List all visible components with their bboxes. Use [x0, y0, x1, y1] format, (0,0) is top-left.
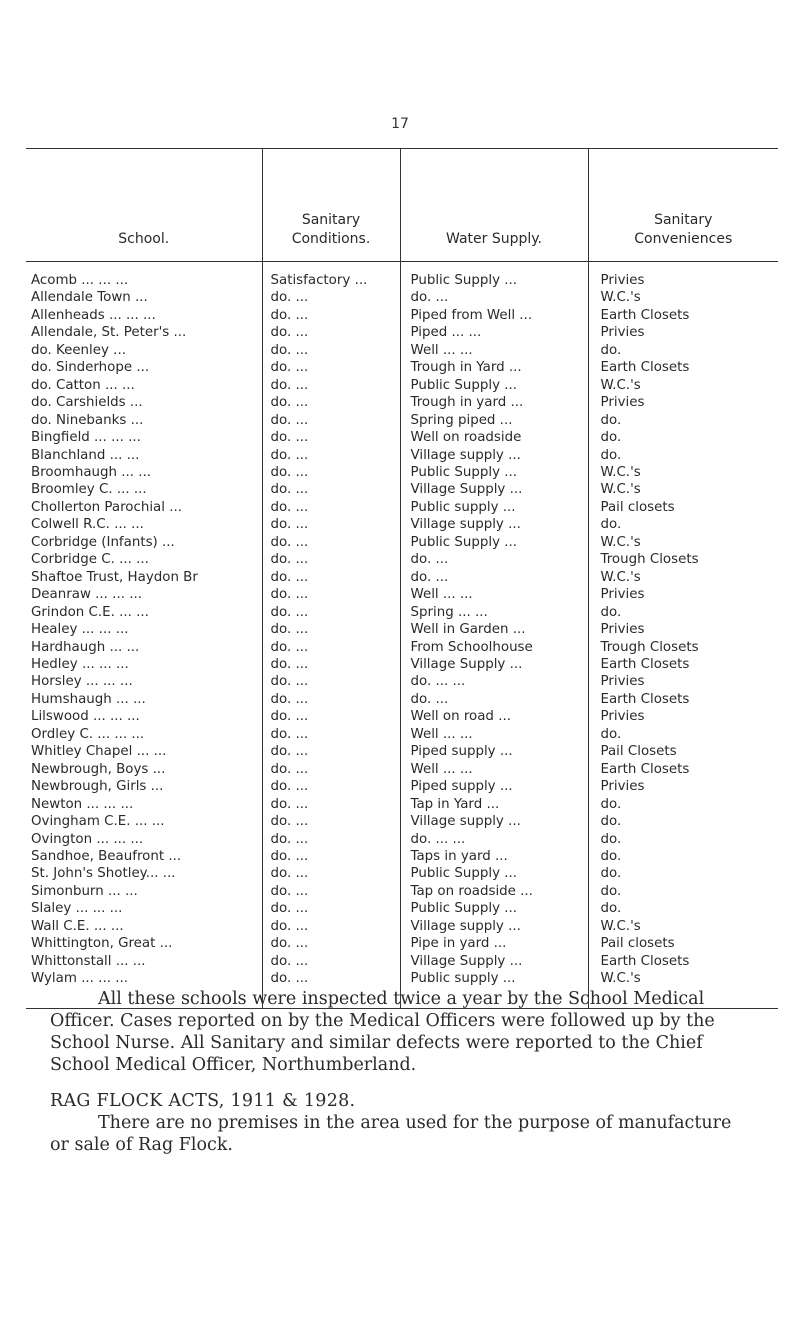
table-row — [26, 761, 778, 778]
school-name-cell: Humshaugh ... ... — [31, 691, 146, 707]
sanitary-conditions-cell: do. ... — [262, 778, 400, 795]
school-name-cell: Whittington, Great ... — [31, 936, 173, 952]
water-supply-cell: Piped supply ... — [400, 778, 588, 795]
sanitary-conveniences-cell: do. — [588, 516, 778, 533]
table-row — [26, 534, 778, 551]
sanitary-conveniences-cell: Privies — [588, 778, 778, 795]
water-supply-cell: Well in Garden ... — [400, 621, 588, 638]
table-row — [26, 604, 778, 621]
water-supply-cell: do. ... — [400, 289, 588, 306]
sanitary-conditions-cell: do. ... — [262, 691, 400, 708]
school-name-cell: Corbridge (Infants) ... — [31, 534, 175, 550]
sanitary-conditions-cell: do. ... — [262, 307, 400, 324]
school-name-cell: Ovington ... ... ... — [31, 831, 144, 847]
table-row — [26, 324, 778, 341]
school-name-cell: Bingfield ... ... ... — [31, 430, 141, 446]
table-row — [26, 673, 778, 690]
table-row — [26, 551, 778, 568]
table-row — [26, 516, 778, 533]
sanitary-conditions-cell: do. ... — [262, 447, 400, 464]
header-school: School. — [26, 149, 262, 262]
sanitary-conveniences-cell: do. — [588, 813, 778, 830]
sanitary-conditions-cell: do. ... — [262, 621, 400, 638]
sanitary-conditions-cell: do. ... — [262, 953, 400, 970]
water-supply-cell: Public Supply ... — [400, 900, 588, 917]
school-name-cell: Hardhaugh ... ... — [31, 639, 140, 655]
sanitary-conveniences-cell: Privies — [588, 262, 778, 290]
water-supply-cell: do. ... ... — [400, 673, 588, 690]
sanitary-conveniences-cell: do. — [588, 412, 778, 429]
water-supply-cell: Well on road ... — [400, 708, 588, 725]
water-supply-cell: From Schoolhouse — [400, 639, 588, 656]
page-number: 17 — [391, 116, 409, 132]
school-name-cell: do. Catton ... ... — [31, 377, 135, 393]
table-row — [26, 726, 778, 743]
school-name-cell: Whittonstall ... ... — [31, 953, 146, 969]
school-name-cell: Wylam ... ... ... — [31, 971, 128, 987]
table-row — [26, 289, 778, 306]
sanitary-conditions-cell: do. ... — [262, 900, 400, 917]
school-name-cell: Broomhaugh ... ... — [31, 464, 152, 480]
header-sanitary-conveniences: Sanitary Conveniences — [588, 149, 778, 262]
water-supply-cell: Piped ... ... — [400, 324, 588, 341]
water-supply-cell: Village supply ... — [400, 516, 588, 533]
water-supply-cell: Piped supply ... — [400, 743, 588, 760]
school-name-cell: Hedley ... ... ... — [31, 656, 129, 672]
sanitary-conveniences-cell: Earth Closets — [588, 359, 778, 376]
water-supply-cell: Well on roadside — [400, 429, 588, 446]
water-supply-cell: Tap on roadside ... — [400, 883, 588, 900]
sanitary-conveniences-cell: W.C.'s — [588, 481, 778, 498]
sanitary-conditions-cell: do. ... — [262, 394, 400, 411]
sanitary-conditions-table — [26, 148, 778, 1009]
school-name-cell: do. Carshields ... — [31, 395, 143, 411]
sanitary-conditions-cell: do. ... — [262, 464, 400, 481]
sanitary-conditions-cell: do. ... — [262, 604, 400, 621]
table-row — [26, 848, 778, 865]
sanitary-conditions-cell: do. ... — [262, 935, 400, 952]
school-name-cell: Grindon C.E. ... ... — [31, 604, 149, 620]
sanitary-conditions-cell: do. ... — [262, 831, 400, 848]
school-name-cell: Allendale Town ... — [31, 290, 148, 306]
school-name-cell: Newton ... ... ... — [31, 796, 134, 812]
water-supply-cell: do. ... ... — [400, 831, 588, 848]
sanitary-conveniences-cell: Trough Closets — [588, 551, 778, 568]
sanitary-conditions-cell: do. ... — [262, 534, 400, 551]
school-name-cell: Shaftoe Trust, Haydon Br — [31, 569, 198, 585]
sanitary-conveniences-cell: Privies — [588, 324, 778, 341]
school-name-cell: Slaley ... ... ... — [31, 901, 123, 917]
water-supply-cell: Trough in Yard ... — [400, 359, 588, 376]
school-name-cell: Healey ... ... ... — [31, 622, 129, 638]
sanitary-conveniences-cell: Pail Closets — [588, 743, 778, 760]
school-name-cell: Horsley ... ... ... — [31, 674, 133, 690]
sanitary-conditions-cell: do. ... — [262, 673, 400, 690]
sanitary-conveniences-cell: W.C.'s — [588, 289, 778, 306]
water-supply-cell: Pipe in yard ... — [400, 935, 588, 952]
sanitary-conveniences-cell: Earth Closets — [588, 656, 778, 673]
sanitary-conveniences-cell: Pail closets — [588, 499, 778, 516]
sanitary-conveniences-cell: do. — [588, 848, 778, 865]
school-name-cell: do. Sinderhope ... — [31, 360, 150, 376]
water-supply-cell: Public supply ... — [400, 499, 588, 516]
table-row — [26, 377, 778, 394]
sanitary-conditions-cell: do. ... — [262, 865, 400, 882]
school-name-cell: Colwell R.C. ... ... — [31, 517, 144, 533]
water-supply-cell: Taps in yard ... — [400, 848, 588, 865]
water-supply-cell: Public Supply ... — [400, 534, 588, 551]
water-supply-cell: Public Supply ... — [400, 865, 588, 882]
water-supply-cell: Public supply ... — [400, 970, 588, 1008]
sanitary-conditions-cell: do. ... — [262, 551, 400, 568]
sanitary-conveniences-cell: do. — [588, 865, 778, 882]
sanitary-conveniences-cell: Trough Closets — [588, 639, 778, 656]
sanitary-conditions-cell: do. ... — [262, 761, 400, 778]
water-supply-cell: do. ... — [400, 551, 588, 568]
table-row — [26, 429, 778, 446]
sanitary-conditions-cell: do. ... — [262, 970, 400, 1008]
sanitary-conveniences-cell: Earth Closets — [588, 953, 778, 970]
sanitary-conditions-cell: do. ... — [262, 499, 400, 516]
footer-text — [50, 988, 750, 1156]
sanitary-conditions-cell: do. ... — [262, 708, 400, 725]
table-row — [26, 639, 778, 656]
sanitary-conditions-cell: do. ... — [262, 848, 400, 865]
water-supply-cell: Trough in yard ... — [400, 394, 588, 411]
sanitary-conveniences-cell: do. — [588, 342, 778, 359]
table-row — [26, 569, 778, 586]
sanitary-conveniences-cell: W.C.'s — [588, 569, 778, 586]
table-row — [26, 412, 778, 429]
sanitary-conveniences-cell: Earth Closets — [588, 307, 778, 324]
school-name-cell: Chollerton Parochial ... — [31, 499, 183, 515]
sanitary-conditions-cell: do. ... — [262, 289, 400, 306]
table-row — [26, 307, 778, 324]
water-supply-cell: Well ... ... — [400, 761, 588, 778]
sanitary-conveniences-cell: Pail closets — [588, 935, 778, 952]
sanitary-conditions-cell: do. ... — [262, 359, 400, 376]
sanitary-conveniences-cell: Earth Closets — [588, 761, 778, 778]
water-supply-cell: Village supply ... — [400, 813, 588, 830]
water-supply-cell: Well ... ... — [400, 726, 588, 743]
sanitary-conditions-cell: do. ... — [262, 883, 400, 900]
table-body — [26, 262, 778, 1009]
table-row — [26, 883, 778, 900]
school-name-cell: do. Ninebanks ... — [31, 412, 144, 428]
sanitary-conveniences-cell: do. — [588, 883, 778, 900]
table-header-row — [26, 149, 778, 262]
school-name-cell: Wall C.E. ... ... — [31, 918, 124, 934]
sanitary-conveniences-cell: W.C.'s — [588, 377, 778, 394]
water-supply-cell: Public Supply ... — [400, 377, 588, 394]
sanitary-conditions-cell: do. ... — [262, 639, 400, 656]
school-name-cell: Whitley Chapel ... ... — [31, 744, 167, 760]
sanitary-conditions-cell: do. ... — [262, 412, 400, 429]
sanitary-conditions-cell: do. ... — [262, 656, 400, 673]
table-row — [26, 586, 778, 603]
sanitary-conditions-cell: do. ... — [262, 813, 400, 830]
school-name-cell: Allenheads ... ... ... — [31, 307, 156, 323]
sanitary-conveniences-cell: do. — [588, 831, 778, 848]
school-name-cell: Lilswood ... ... ... — [31, 709, 140, 725]
sanitary-conditions-cell: do. ... — [262, 516, 400, 533]
sanitary-conditions-cell: do. ... — [262, 918, 400, 935]
table-row — [26, 342, 778, 359]
table-row — [26, 935, 778, 952]
sanitary-conditions-cell: do. ... — [262, 586, 400, 603]
sanitary-conditions-cell: do. ... — [262, 481, 400, 498]
school-name-cell: do. Keenley ... — [31, 342, 126, 358]
school-name-cell: Corbridge C. ... ... — [31, 552, 149, 568]
sanitary-conditions-cell: do. ... — [262, 743, 400, 760]
water-supply-cell: do. ... — [400, 691, 588, 708]
school-name-cell: Ovingham C.E. ... ... — [31, 814, 165, 830]
sanitary-conveniences-cell: W.C.'s — [588, 970, 778, 1008]
sanitary-conveniences-cell: do. — [588, 726, 778, 743]
water-supply-cell: Village supply ... — [400, 918, 588, 935]
table-row — [26, 918, 778, 935]
water-supply-cell: Tap in Yard ... — [400, 796, 588, 813]
sanitary-conditions-cell: do. ... — [262, 377, 400, 394]
water-supply-cell: do. ... — [400, 569, 588, 586]
water-supply-cell: Village Supply ... — [400, 481, 588, 498]
sanitary-table-container — [26, 148, 778, 1009]
sanitary-conveniences-cell: Privies — [588, 673, 778, 690]
header-water-supply: Water Supply. — [400, 149, 588, 262]
school-name-cell: St. John's Shotley... ... — [31, 866, 176, 882]
sanitary-conditions-cell: do. ... — [262, 342, 400, 359]
school-name-cell: Sandhoe, Beaufront ... — [31, 848, 182, 864]
sanitary-conditions-cell: Satisfactory ... — [262, 262, 400, 290]
table-row — [26, 481, 778, 498]
water-supply-cell: Village Supply ... — [400, 953, 588, 970]
water-supply-cell: Public Supply ... — [400, 464, 588, 481]
table-row — [26, 656, 778, 673]
sanitary-conveniences-cell: Privies — [588, 708, 778, 725]
sanitary-conveniences-cell: do. — [588, 900, 778, 917]
water-supply-cell: Well ... ... — [400, 342, 588, 359]
table-row — [26, 394, 778, 411]
table-row — [26, 499, 778, 516]
water-supply-cell: Piped from Well ... — [400, 307, 588, 324]
water-supply-cell: Spring ... ... — [400, 604, 588, 621]
table-row — [26, 778, 778, 795]
school-name-cell: Acomb ... ... ... — [31, 273, 129, 288]
school-name-cell: Newbrough, Girls ... — [31, 779, 164, 795]
sanitary-conveniences-cell: do. — [588, 429, 778, 446]
rag-flock-paragraph: There are no premises in the area used for the purpose of manufacture or sale of Rag Flock. — [50, 1113, 732, 1155]
school-name-cell: Deanraw ... ... ... — [31, 587, 142, 603]
water-supply-cell: Public Supply ... — [400, 262, 588, 290]
water-supply-cell: Well ... ... — [400, 586, 588, 603]
table-row — [26, 743, 778, 760]
school-name-cell: Simonburn ... ... — [31, 883, 138, 899]
sanitary-conveniences-cell: Earth Closets — [588, 691, 778, 708]
sanitary-conveniences-cell: Privies — [588, 621, 778, 638]
sanitary-conveniences-cell: do. — [588, 447, 778, 464]
school-name-cell: Ordley C. ... ... ... — [31, 726, 145, 742]
sanitary-conveniences-cell: W.C.'s — [588, 918, 778, 935]
table-row — [26, 953, 778, 970]
sanitary-conditions-cell: do. ... — [262, 726, 400, 743]
table-row — [26, 262, 778, 290]
table-row — [26, 464, 778, 481]
table-row — [26, 796, 778, 813]
water-supply-cell: Spring piped ... — [400, 412, 588, 429]
sanitary-conveniences-cell: Privies — [588, 586, 778, 603]
table-row — [26, 708, 778, 725]
water-supply-cell: Village supply ... — [400, 447, 588, 464]
sanitary-conditions-cell: do. ... — [262, 429, 400, 446]
sanitary-conveniences-cell: Privies — [588, 394, 778, 411]
sanitary-conditions-cell: do. ... — [262, 796, 400, 813]
table-row — [26, 621, 778, 638]
school-name-cell: Blanchland ... ... — [31, 447, 140, 463]
table-row — [26, 813, 778, 830]
table-row — [26, 900, 778, 917]
sanitary-conditions-cell: do. ... — [262, 324, 400, 341]
water-supply-cell: Village Supply ... — [400, 656, 588, 673]
sanitary-conveniences-cell: W.C.'s — [588, 534, 778, 551]
sanitary-conveniences-cell: do. — [588, 604, 778, 621]
sanitary-conditions-cell: do. ... — [262, 569, 400, 586]
table-row — [26, 691, 778, 708]
table-row — [26, 831, 778, 848]
table-row — [26, 359, 778, 376]
sanitary-conveniences-cell: do. — [588, 796, 778, 813]
sanitary-conveniences-cell: W.C.'s — [588, 464, 778, 481]
inspection-paragraph: All these schools were inspected twice a year by the School Medical Officer. Cases reported on by the Medical Officers were followed up by the School Nurse. All Sanitary and similar defects were reported to the Chief School Medical Officer, Northumberland. — [50, 989, 715, 1075]
table-row — [26, 447, 778, 464]
school-name-cell: Allendale, St. Peter's ... — [31, 325, 187, 341]
school-name-cell: Broomley C. ... ... — [31, 482, 147, 498]
rag-flock-heading: RAG FLOCK ACTS, 1911 & 1928. — [50, 1091, 356, 1111]
school-name-cell: Newbrough, Boys ... — [31, 761, 166, 777]
table-row — [26, 865, 778, 882]
header-sanitary-conditions: Sanitary Conditions. — [262, 149, 400, 262]
